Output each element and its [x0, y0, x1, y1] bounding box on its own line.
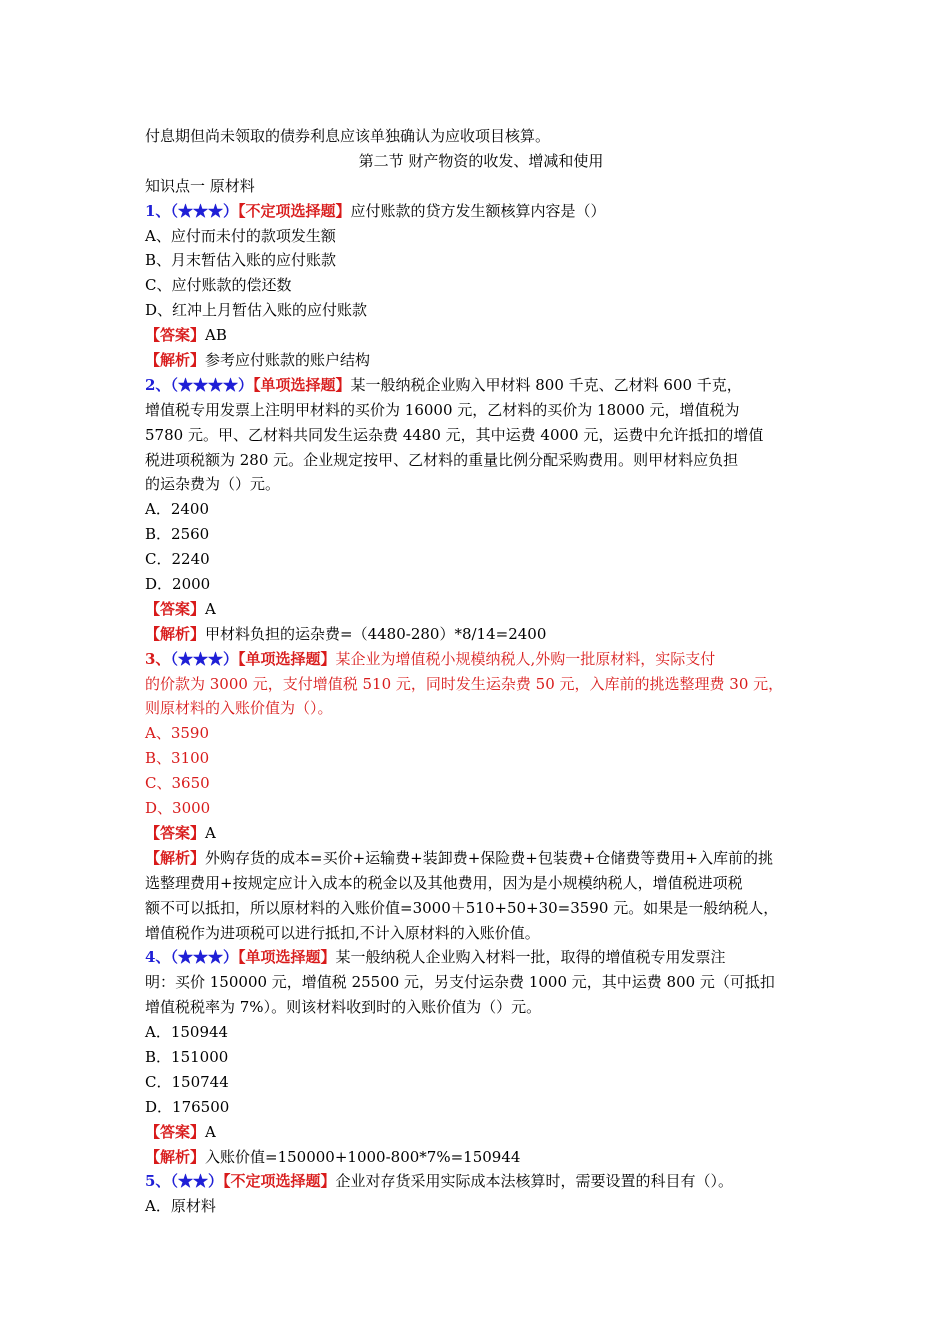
analysis-label: 【解析】	[145, 1147, 206, 1166]
option-d: D．2000	[145, 575, 211, 594]
question-number: 5、	[145, 1172, 171, 1191]
analysis-line	[145, 846, 817, 871]
analysis-line	[145, 622, 817, 647]
difficulty-stars: （★★★）	[170, 649, 238, 668]
option-c: C．150744	[145, 1072, 229, 1091]
answer-line	[145, 323, 817, 348]
analysis-text-line: 增值税作为进项税可以进行抵扣,不计入原材料的入账价值。	[145, 923, 540, 942]
analysis-text-line: 额不可以抵扣，所以原材料的入账价值=3000＋510+50+30=3590 元。如果是一般纳税人，	[145, 898, 779, 917]
option-b: B、3100	[145, 749, 210, 768]
question-number: 2、	[145, 375, 171, 394]
question-text-line: 增值税税率为 7%）。则该材料收到时的入账价值为（）元。	[145, 998, 542, 1017]
analysis-line	[145, 348, 817, 373]
answer-line	[145, 597, 817, 622]
option-a: A．150944	[145, 1023, 229, 1042]
option-c: C、3650	[145, 774, 210, 793]
option-d: D、红冲上月暂估入账的应付账款	[145, 301, 368, 320]
option-a: A、应付而未付的款项发生额	[145, 226, 336, 245]
difficulty-stars: （★★）	[170, 1172, 223, 1191]
question-text: 应付账款的贷方发生额核算内容是（）	[350, 201, 606, 220]
difficulty-stars: （★★★★）	[170, 375, 253, 394]
question-text-line: 明：买价 150000 元，增值税 25500 元，另支付运杂费 1000 元，其中运费 800 元（可抵扣	[145, 973, 775, 992]
option-b: B．2560	[145, 525, 210, 544]
option-b: B．151000	[145, 1047, 229, 1066]
question-2-stem	[145, 373, 817, 398]
question-5	[145, 1169, 817, 1219]
answer-value: A	[205, 823, 216, 842]
question-4	[145, 945, 817, 1169]
question-number: 3、	[145, 649, 171, 668]
analysis-text: 外购存货的成本=买价+运输费+装卸费+保险费+包装费+仓储费等费用+入库前的挑	[205, 848, 773, 867]
answer-line	[145, 1120, 817, 1145]
option-c: C、应付账款的偿还数	[145, 276, 292, 295]
question-text-line: 的运杂费为（）元。	[145, 475, 281, 494]
question-type: 【单项选择题】	[237, 948, 336, 967]
question-text-line: 5780 元。甲、乙材料共同发生运杂费 4480 元，其中运费 4000 元，运费中允许抵扣的增值	[145, 425, 764, 444]
question-2	[145, 373, 817, 647]
question-type: 【单项选择题】	[252, 375, 351, 394]
analysis-text: 参考应付账款的账户结构	[205, 351, 371, 370]
question-3-stem	[145, 647, 817, 672]
question-text-line: 则原材料的入账价值为（）。	[145, 699, 333, 718]
knowledge-point-heading: 知识点一 原材料	[145, 176, 255, 195]
analysis-label: 【解析】	[145, 351, 206, 370]
option-d: D、3000	[145, 799, 211, 818]
question-number: 1、	[145, 201, 171, 220]
section-title: 第二节 财产物资的收发、增减和使用	[358, 151, 604, 170]
question-number: 4、	[145, 948, 171, 967]
question-text-line: 的价款为 3000 元，支付增值税 510 元，同时发生运杂费 50 元，入库前的挑选整理费 30 元，	[145, 674, 784, 693]
answer-value: AB	[205, 326, 227, 345]
question-4-stem	[145, 945, 817, 970]
question-text: 某一般纳税人企业购入材料一批，取得的增值税专用发票注	[335, 948, 726, 967]
option-c: C．2240	[145, 550, 210, 569]
answer-value: A	[205, 599, 216, 618]
question-1-stem	[145, 199, 817, 224]
option-b: B、月末暂估入账的应付账款	[145, 251, 337, 270]
answer-value: A	[205, 1122, 216, 1141]
answer-label: 【答案】	[145, 1122, 206, 1141]
difficulty-stars: （★★★）	[170, 948, 238, 967]
option-a: A、3590	[145, 724, 210, 743]
analysis-line	[145, 1145, 817, 1170]
intro-line: 付息期但尚未领取的债券利息应该单独确认为应收项目核算。	[145, 127, 551, 145]
option-a: A．2400	[145, 500, 210, 519]
question-1	[145, 199, 817, 373]
answer-label: 【答案】	[145, 823, 206, 842]
answer-label: 【答案】	[145, 326, 206, 345]
question-text: 企业对存货采用实际成本法核算时，需要设置的科目有（）。	[335, 1172, 733, 1191]
question-text: 某企业为增值税小规模纳税人,外购一批原材料，实际支付	[335, 649, 716, 668]
question-3	[145, 647, 817, 946]
difficulty-stars: （★★★）	[170, 201, 238, 220]
question-text-line: 税进项税额为 280 元。企业规定按甲、乙材料的重量比例分配采购费用。则甲材料应负担	[145, 450, 739, 469]
answer-label: 【答案】	[145, 599, 206, 618]
question-type: 【不定项选择题】	[222, 1172, 336, 1191]
question-5-stem	[145, 1169, 817, 1194]
question-type: 【单项选择题】	[237, 649, 336, 668]
analysis-text: 入账价值=150000+1000-800*7%=150944	[205, 1147, 521, 1166]
analysis-label: 【解析】	[145, 624, 206, 643]
question-text-line: 增值税专用发票上注明甲材料的买价为 16000 元，乙材料的买价为 18000 元，增值税为	[145, 400, 740, 419]
question-type: 【不定项选择题】	[237, 201, 351, 220]
analysis-text-line: 选整理费用+按规定应计入成本的税金以及其他费用，因为是小规模纳税人，增值税进项税	[145, 873, 743, 892]
analysis-text: 甲材料负担的运杂费=（4480-280）*8/14=2400	[205, 624, 547, 643]
option-a: A．原材料	[145, 1197, 216, 1216]
document-body	[145, 124, 817, 1219]
option-d: D．176500	[145, 1097, 230, 1116]
answer-line	[145, 821, 817, 846]
analysis-label: 【解析】	[145, 848, 206, 867]
question-text: 某一般纳税企业购入甲材料 800 千克、乙材料 600 千克，	[350, 375, 742, 394]
